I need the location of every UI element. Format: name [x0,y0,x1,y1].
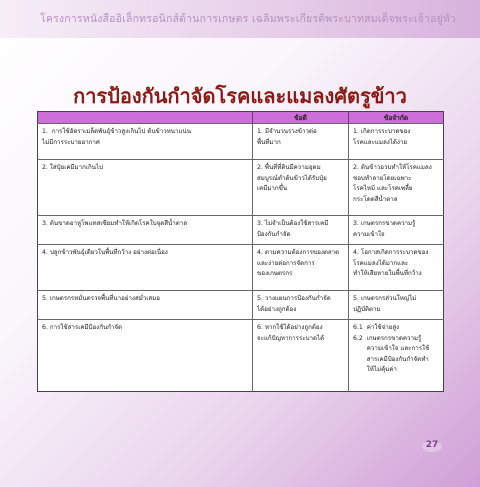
limitation-cell: 3. เกษตรกรขาดความรู้ ความเข้าใจ [349,216,444,245]
comparison-table-container [37,111,443,392]
table-row [38,291,444,320]
table-row [38,160,444,216]
advantage-cell: 1. มีจำนวนรวงข้าวต่อ พื้นที่มาก [253,124,349,160]
factor-cell: 2. ใส่ปุ๋ยเคมีมากเกินไป [38,160,253,216]
advantage-cell: 3. ไม่จำเป็นต้องใช้สารเคมี ป้องกันกำจัด [253,216,349,245]
advantage-cell: 6. หากใช้ได้อย่างถูกต้อง จะแก้ปัญหาการระบาดได้ [253,320,349,392]
advantage-cell: 4. ตามความต้องการของตลาด และง่ายต่อการจัดการ ของเกษตรกร [253,245,349,291]
table-row [38,216,444,245]
limitation-cell: 1. เกิดการระบาดของ โรคและแมลงได้ง่าย [349,124,444,160]
advantage-cell: 5. วางแผนการป้องกันกำจัด ได้อย่างถูกต้อง [253,291,349,320]
factor-cell: 5. เกษตรกรหมั่นตรวจพื้นที่นาอย่างสม่ำเสมอ [38,291,253,320]
header-cell-advantages: ข้อดี [253,112,349,124]
table-header-row [38,112,444,124]
table-row [38,245,444,291]
factor-cell: 4. ปลูกข้าวพันธุ์เดียวในพื้นที่กว้าง อย่างต่อเนื่อง [38,245,253,291]
limitation-cell: 4. โอกาสเกิดการระบาดของ โรคแมลงได้มากและ ทำให้เสียหายในพื้นที่กว้าง [349,245,444,291]
table-body [38,124,444,392]
limitation-cell: 5. เกษตรกรส่วนใหญ่ไม่ ปฏิบัติตาม [349,291,444,320]
header-cell-limitations: ข้อจำกัด [349,112,444,124]
comparison-table [37,111,444,392]
limitation-cell: 6.1 ค่าใช้จ่ายสูง 6.2 เกษตรกรขาดความรู้ ความเข้าใจ และการใช้ สารเคมีป้องกันกำจัดทำ ให้ไม่คุ้มค่า [349,320,444,392]
page-title: การป้องกันกำจัดโรคและแมลงศัตรูข้าว [73,84,407,108]
factor-cell: 1. การใช้อัตราเมล็ดพันธุ์ข้าวสูงเกินไป ต้นข้าวหนาแน่น ไม่มีการระบายอากาศ [38,124,253,160]
factor-cell: 6. การใช้สารเคมีป้องกันกำจัด [38,320,253,392]
header-cell-blank [38,112,253,124]
series-header: โครงการหนังสืออิเล็กทรอนิกส์ด้านการเกษตร เฉลิมพระเกียรติพระบาทสมเด็จพระเจ้าอยู่หัว [40,13,457,25]
factor-cell: 3. ต้นขาดอาหูโพแทสเซียมทำให้เกิดโรคใบจุดสีน้ำตาล [38,216,253,245]
advantage-cell: 2. พื้นที่ที่ดินมีความอุดม สมบูรณ์ต่ำต้นข้าวได้รับปุ๋ย เคมีมากขึ้น [253,160,349,216]
page-number: 27 [425,440,439,450]
limitation-cell: 2. ต้นข้าวอวบทำให้โรคแมลง ชอบทำลายโดยเฉพาะ โรคไหม้ และโรคเพลี้ย กระโดดสีน้ำตาล [349,160,444,216]
table-row [38,320,444,392]
table-row [38,124,444,160]
